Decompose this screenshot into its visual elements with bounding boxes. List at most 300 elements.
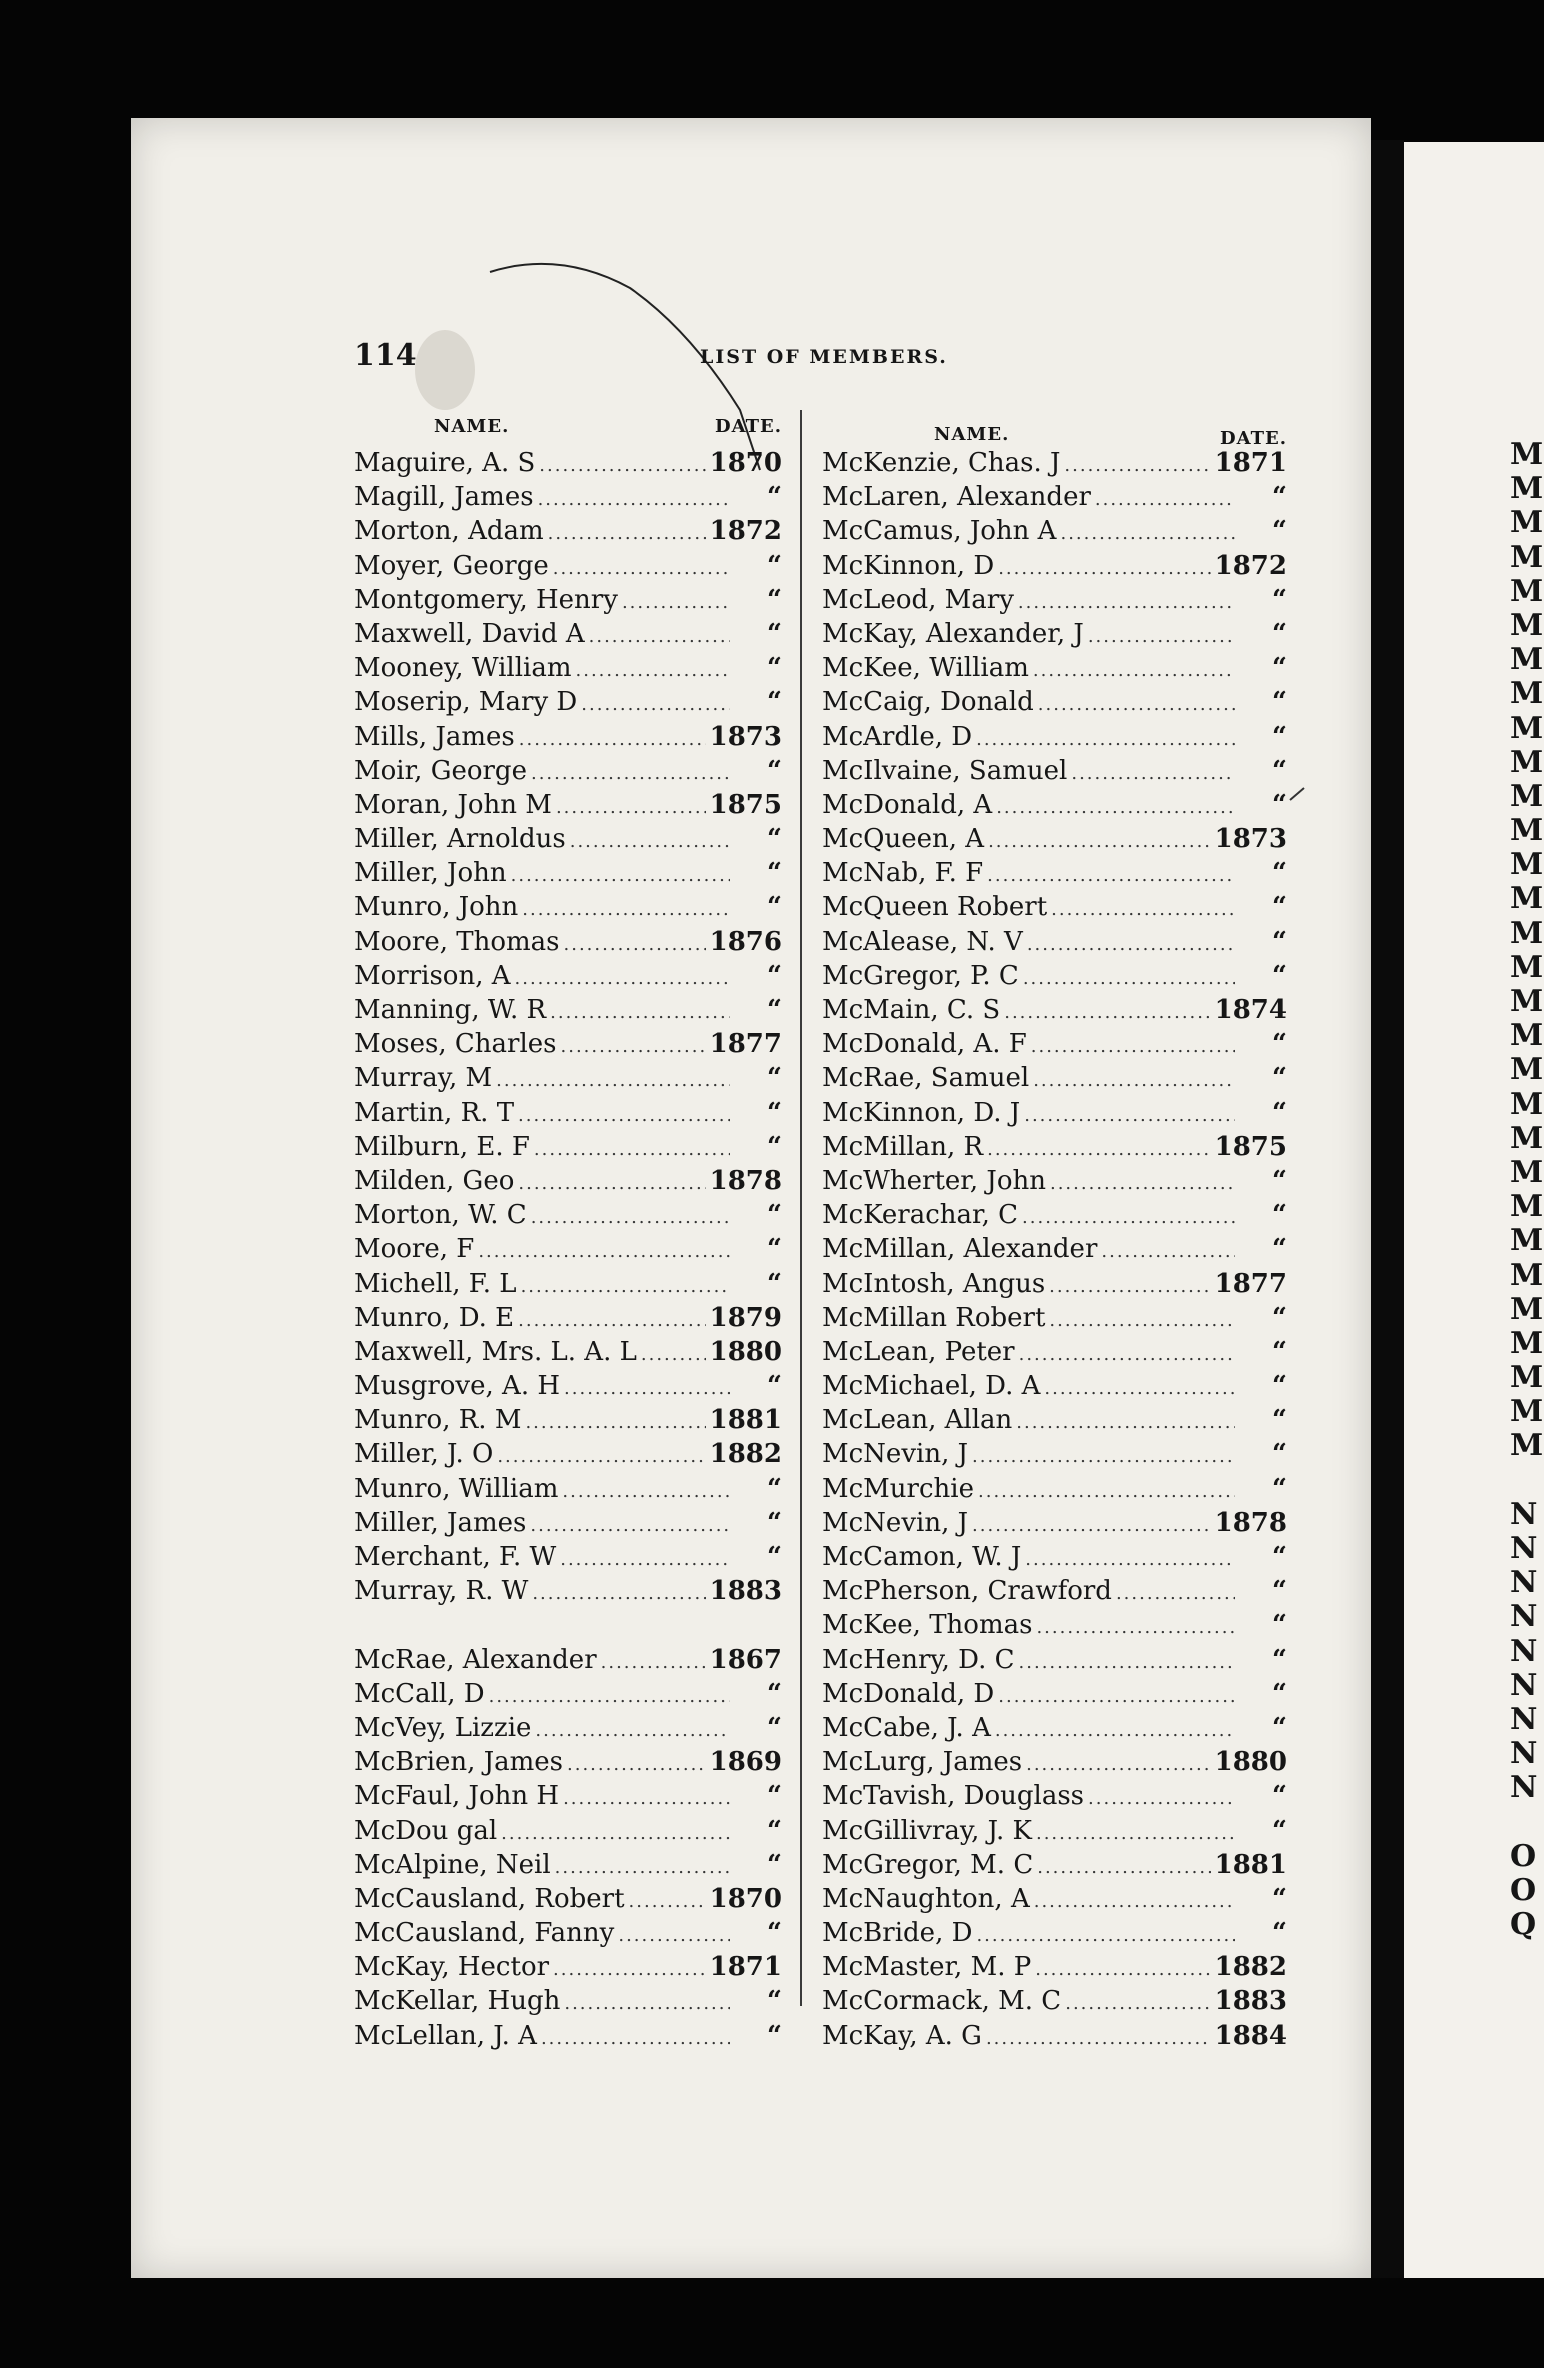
member-name: McRae, Samuel <box>822 1063 1030 1094</box>
edge-letter: O <box>1510 1872 1537 1908</box>
member-date: 1877 <box>709 1029 782 1060</box>
leader-dots <box>1016 1406 1235 1440</box>
member-row <box>354 1472 782 1506</box>
member-date: “ <box>1272 1371 1287 1402</box>
member-date: “ <box>1272 1063 1287 1094</box>
member-name: Martin, R. T <box>354 1097 515 1128</box>
member-row <box>822 1301 1287 1335</box>
member-date: “ <box>767 482 782 513</box>
member-date: “ <box>767 995 782 1025</box>
member-date: “ <box>767 1268 782 1299</box>
leader-dots <box>998 1680 1235 1714</box>
member-row <box>354 925 782 959</box>
column-divider <box>800 410 802 2006</box>
leader-dots <box>519 723 706 757</box>
leader-dots <box>1019 1646 1235 1680</box>
member-name: McHenry, D. C <box>822 1644 1015 1675</box>
member-date: “ <box>767 1712 782 1743</box>
leader-dots <box>1026 1748 1211 1782</box>
member-date: “ <box>1272 1336 1287 1367</box>
member-name: McDonald, A. F <box>822 1029 1027 1060</box>
leader-dots <box>538 483 730 517</box>
member-date: 1874 <box>1214 995 1287 1025</box>
member-date: 1871 <box>1214 448 1287 478</box>
leader-dots <box>641 1338 706 1372</box>
member-name: McLean, Allan <box>822 1405 1013 1436</box>
member-name: McQueen Robert <box>822 892 1048 923</box>
edge-letter: N <box>1510 1667 1538 1703</box>
leader-dots <box>987 1133 1211 1167</box>
page-header <box>0 338 1544 378</box>
leader-dots <box>1037 1851 1210 1885</box>
member-date: “ <box>767 1542 782 1572</box>
member-row <box>354 1643 782 1677</box>
leader-dots <box>515 962 731 996</box>
leader-dots <box>553 1953 706 1987</box>
leader-dots <box>530 1509 730 1543</box>
member-row <box>354 1301 782 1335</box>
member-row <box>822 446 1287 480</box>
member-name: McTavish, Douglass <box>822 1781 1085 1812</box>
edge-letter <box>1510 1464 1544 1498</box>
member-date: “ <box>767 1234 782 1265</box>
leader-dots <box>478 1235 730 1269</box>
leader-dots <box>629 1885 706 1919</box>
member-name: Munro, William <box>354 1473 559 1504</box>
member-date: “ <box>767 1849 782 1880</box>
member-date: “ <box>767 892 782 923</box>
leader-dots <box>560 1543 730 1577</box>
member-name: McNab, F. F <box>822 858 984 889</box>
member-row <box>354 549 782 583</box>
member-date: 1881 <box>709 1405 782 1436</box>
leader-dots <box>556 791 706 825</box>
member-name: McGillivray, J. K <box>822 1815 1032 1846</box>
member-name: McKinnon, D <box>822 550 995 581</box>
member-row <box>822 925 1287 959</box>
member-row <box>822 617 1287 651</box>
member-row <box>822 1061 1287 1095</box>
member-name: McBride, D <box>822 1918 973 1949</box>
name-header: NAME. <box>434 416 510 437</box>
member-row <box>354 1540 782 1574</box>
member-row <box>822 1677 1287 1711</box>
leader-dots <box>564 928 706 962</box>
member-date: “ <box>767 824 782 855</box>
member-date: “ <box>1272 1712 1287 1743</box>
member-name: Montgomery, Henry <box>354 584 618 615</box>
leader-dots <box>1036 1817 1235 1851</box>
member-name: McKellar, Hugh <box>354 1986 561 2017</box>
member-row <box>822 1335 1287 1369</box>
member-name: Murray, R. W <box>354 1576 529 1607</box>
leader-dots <box>535 1714 730 1748</box>
leader-dots <box>563 1782 730 1816</box>
member-date: “ <box>767 687 782 718</box>
member-row <box>822 1540 1287 1574</box>
member-row <box>354 890 782 924</box>
member-row <box>354 1335 782 1369</box>
member-date: “ <box>1272 892 1287 923</box>
member-row <box>354 617 782 651</box>
leader-dots <box>489 1680 730 1714</box>
member-name: McKee, Thomas <box>822 1610 1033 1641</box>
leader-dots <box>1071 757 1235 791</box>
member-row <box>354 1130 782 1164</box>
edge-letter: M <box>1510 1154 1544 1190</box>
leader-dots <box>996 791 1235 825</box>
member-row <box>822 2019 1287 2053</box>
member-row <box>354 1984 782 2018</box>
member-date: “ <box>767 2020 782 2051</box>
leader-dots <box>1049 1304 1235 1338</box>
member-name: McCausland, Fanny <box>354 1918 615 1949</box>
leader-dots <box>534 1133 730 1167</box>
member-name: McMain, C. S <box>822 995 1001 1025</box>
member-date: “ <box>767 1200 782 1231</box>
member-name: Miller, James <box>354 1507 527 1538</box>
member-date: “ <box>767 1063 782 1094</box>
member-date: 1876 <box>709 926 782 957</box>
edge-letter: M <box>1510 1120 1544 1156</box>
member-row <box>822 822 1287 856</box>
edge-letter: M <box>1510 471 1544 507</box>
leader-dots <box>972 1509 1211 1543</box>
member-name: McLaren, Alexander <box>822 482 1091 513</box>
member-row <box>822 1608 1287 1642</box>
member-row <box>354 446 782 480</box>
member-row <box>822 1848 1287 1882</box>
member-name: McDou gal <box>354 1815 498 1846</box>
member-date: “ <box>767 618 782 649</box>
member-date: “ <box>1272 1542 1287 1572</box>
member-name: Maguire, A. S <box>354 448 536 478</box>
member-date: “ <box>1272 960 1287 991</box>
member-date: “ <box>767 960 782 991</box>
member-name: McDonald, A <box>822 789 993 820</box>
edge-letter: M <box>1510 744 1544 780</box>
member-row <box>354 514 782 548</box>
member-name: Morton, W. C <box>354 1200 527 1231</box>
member-row <box>354 685 782 719</box>
leader-dots <box>1064 449 1210 483</box>
leader-dots <box>564 1987 730 2021</box>
member-date: “ <box>1272 1610 1287 1641</box>
member-date: 1875 <box>709 789 782 820</box>
leader-dots <box>976 1919 1235 1953</box>
member-date: 1873 <box>1214 824 1287 855</box>
member-name: McAlease, N. V <box>822 926 1023 957</box>
leader-dots <box>531 1201 730 1235</box>
left-member-list-mc <box>354 1643 782 2053</box>
running-head: LIST OF MEMBERS. <box>700 346 948 368</box>
member-row <box>822 1711 1287 1745</box>
member-row <box>354 788 782 822</box>
leader-dots <box>511 859 730 893</box>
member-name: McNaughton, A <box>822 1883 1030 1914</box>
leader-dots <box>972 1440 1235 1474</box>
leader-dots <box>1024 1099 1235 1133</box>
member-name: Moserip, Mary D <box>354 687 578 718</box>
member-name: Mooney, William <box>354 653 572 684</box>
member-date: “ <box>767 1507 782 1538</box>
leader-dots <box>576 654 730 688</box>
member-name: McCausland, Robert <box>354 1883 625 1914</box>
member-row <box>354 1164 782 1198</box>
member-row <box>822 1745 1287 1779</box>
member-row <box>822 1814 1287 1848</box>
member-name: Moore, F <box>354 1234 475 1265</box>
member-row <box>822 1950 1287 1984</box>
leader-dots <box>618 1919 730 1953</box>
leader-dots <box>539 449 705 483</box>
member-row <box>354 480 782 514</box>
leader-dots <box>553 552 730 586</box>
leader-dots <box>555 1851 730 1885</box>
member-name: McCabe, J. A <box>822 1712 991 1743</box>
member-row <box>354 1267 782 1301</box>
member-date: 1870 <box>709 1883 782 1914</box>
member-date: 1879 <box>709 1302 782 1333</box>
leader-dots <box>548 517 706 551</box>
leader-dots <box>995 1714 1235 1748</box>
member-name: Miller, John <box>354 858 507 889</box>
member-name: Moyer, George <box>354 550 549 581</box>
member-date: “ <box>1272 1200 1287 1231</box>
member-name: Miller, J. O <box>354 1439 494 1470</box>
leader-dots <box>1044 1372 1235 1406</box>
member-date: “ <box>1272 1405 1287 1436</box>
member-row <box>822 583 1287 617</box>
member-row <box>354 651 782 685</box>
member-date: “ <box>767 1473 782 1504</box>
member-date: 1883 <box>709 1576 782 1607</box>
leader-dots <box>564 1372 730 1406</box>
member-name: Murray, M <box>354 1063 493 1094</box>
right-column-header <box>822 416 1287 449</box>
edge-letter: M <box>1510 1052 1544 1088</box>
member-name: McMaster, M. P <box>822 1952 1032 1983</box>
member-row <box>354 754 782 788</box>
member-row <box>822 1643 1287 1677</box>
member-row <box>354 1437 782 1471</box>
edge-letter: M <box>1510 676 1544 712</box>
member-name: McNevin, J <box>822 1507 969 1538</box>
member-date: “ <box>1272 584 1287 615</box>
member-name: McKay, Hector <box>354 1952 550 1983</box>
edge-letter: M <box>1510 984 1544 1019</box>
edge-letter: M <box>1510 1086 1544 1122</box>
member-row <box>822 651 1287 685</box>
leader-dots <box>1060 517 1235 551</box>
edge-letter <box>1510 1806 1544 1840</box>
member-date: “ <box>1272 1029 1287 1060</box>
member-name: McKay, A. G <box>822 2020 982 2051</box>
member-name: McRae, Alexander <box>354 1644 597 1675</box>
member-row <box>822 720 1287 754</box>
member-date: 1867 <box>709 1644 782 1675</box>
member-name: McArdle, D <box>822 721 973 752</box>
member-name: Munro, R. M <box>354 1405 522 1436</box>
member-name: Maxwell, David A <box>354 618 585 649</box>
member-row <box>354 1232 782 1266</box>
member-name: McAlpine, Neil <box>354 1849 551 1880</box>
member-name: Mills, James <box>354 721 515 752</box>
member-name: McMichael, D. A <box>822 1371 1041 1402</box>
member-name: McMurchie <box>822 1473 974 1504</box>
member-date: “ <box>1272 721 1287 752</box>
edge-letter: M <box>1510 1291 1544 1327</box>
member-row <box>354 1061 782 1095</box>
member-date: 1882 <box>1214 1952 1287 1983</box>
edge-letter: N <box>1510 1496 1538 1532</box>
member-date: “ <box>1272 755 1287 786</box>
member-name: Moses, Charles <box>354 1029 557 1060</box>
edge-letter: M <box>1510 1360 1544 1396</box>
edge-letter: N <box>1510 1736 1538 1772</box>
member-row <box>822 959 1287 993</box>
name-header: NAME. <box>934 424 1010 445</box>
edge-letter: M <box>1510 1428 1544 1464</box>
member-name: McLurg, James <box>822 1747 1023 1778</box>
member-name: McIlvaine, Samuel <box>822 755 1068 786</box>
leader-dots <box>1095 483 1235 517</box>
facing-page-letters <box>1510 438 1544 1942</box>
member-name: Morrison, A <box>354 960 511 991</box>
member-name: McGregor, P. C <box>822 960 1019 991</box>
member-date: “ <box>767 1678 782 1709</box>
left-column <box>354 416 782 2053</box>
member-name: Maxwell, Mrs. L. A. L <box>354 1336 637 1367</box>
edge-letter: M <box>1510 813 1544 849</box>
member-date: “ <box>1272 1781 1287 1812</box>
member-date: 1878 <box>709 1165 782 1196</box>
member-row <box>822 1472 1287 1506</box>
member-row <box>822 1916 1287 1950</box>
member-row <box>822 1130 1287 1164</box>
edge-letter: M <box>1510 1189 1544 1225</box>
member-name: McKinnon, D. J <box>822 1097 1021 1128</box>
member-row <box>822 1369 1287 1403</box>
member-date: “ <box>767 1371 782 1402</box>
member-date: “ <box>1272 789 1287 820</box>
member-date: “ <box>1272 618 1287 649</box>
leader-dots <box>561 1030 706 1064</box>
leader-dots <box>622 586 730 620</box>
edge-letter: M <box>1510 642 1544 678</box>
leader-dots <box>1034 1885 1235 1919</box>
member-date: 1873 <box>709 721 782 752</box>
member-row <box>822 1984 1287 2018</box>
member-name: McPherson, Crawford <box>822 1576 1112 1607</box>
member-row <box>822 856 1287 890</box>
member-name: Morton, Adam <box>354 516 544 547</box>
leader-dots <box>518 1167 705 1201</box>
member-row <box>822 1164 1287 1198</box>
member-row <box>354 720 782 754</box>
right-member-list <box>822 446 1287 2053</box>
member-name: McVey, Lizzie <box>354 1712 532 1743</box>
member-name: Manning, W. R <box>354 995 547 1025</box>
member-date: “ <box>1272 482 1287 513</box>
member-date: “ <box>1272 858 1287 889</box>
member-date: “ <box>1272 1473 1287 1504</box>
member-row <box>822 788 1287 822</box>
member-date: 1880 <box>709 1336 782 1367</box>
member-row <box>354 1745 782 1779</box>
leader-dots <box>589 620 730 654</box>
member-name: McCormack, M. C <box>822 1986 1062 2017</box>
member-name: McLeod, Mary <box>822 584 1014 615</box>
member-name: McKay, Alexander, J <box>822 618 1084 649</box>
member-date: “ <box>767 1097 782 1128</box>
member-date: “ <box>1272 1815 1287 1846</box>
leader-dots <box>1027 928 1235 962</box>
edge-letter: M <box>1510 505 1544 541</box>
leader-dots <box>518 1304 705 1338</box>
member-row <box>822 1403 1287 1437</box>
member-row <box>354 822 782 856</box>
leader-dots <box>1088 1782 1235 1816</box>
leader-dots <box>496 1064 730 1098</box>
left-column-header <box>354 416 782 446</box>
edge-letter: Q <box>1510 1907 1537 1943</box>
member-row <box>822 1198 1287 1232</box>
member-name: Merchant, F. W <box>354 1542 557 1572</box>
member-date: 1880 <box>1214 1747 1287 1778</box>
leader-dots <box>518 1099 730 1133</box>
member-row <box>354 1027 782 1061</box>
member-date: “ <box>1272 1097 1287 1128</box>
member-row <box>354 1574 782 1608</box>
member-date: “ <box>767 858 782 889</box>
edge-letter: N <box>1510 1770 1538 1806</box>
member-date: “ <box>1272 653 1287 684</box>
leader-dots <box>988 825 1211 859</box>
leader-dots <box>501 1817 730 1851</box>
right-column <box>822 416 1287 2053</box>
member-date: “ <box>1272 1644 1287 1675</box>
member-row <box>822 890 1287 924</box>
member-row <box>354 1403 782 1437</box>
edge-letter: M <box>1510 915 1544 951</box>
leader-dots <box>998 552 1210 586</box>
member-name: McIntosh, Angus <box>822 1268 1046 1299</box>
member-date: “ <box>767 1918 782 1949</box>
member-name: Munro, D. E <box>354 1302 515 1333</box>
member-name: Miller, Arnoldus <box>354 824 566 855</box>
member-name: Milden, Geo <box>354 1165 515 1196</box>
member-name: McDonald, D <box>822 1678 995 1709</box>
leader-dots <box>1023 962 1235 996</box>
edge-letter: M <box>1510 847 1544 883</box>
leader-dots <box>1116 1577 1235 1611</box>
edge-letter: M <box>1510 1325 1544 1361</box>
member-row <box>822 1882 1287 1916</box>
member-name: Moore, Thomas <box>354 926 560 957</box>
member-name: McNevin, J <box>822 1439 969 1470</box>
member-date: 1872 <box>709 516 782 547</box>
leader-dots <box>978 1475 1235 1509</box>
leader-dots <box>976 723 1235 757</box>
member-date: “ <box>1272 926 1287 957</box>
leader-dots <box>562 1475 730 1509</box>
member-row <box>354 1814 782 1848</box>
member-date: 1877 <box>1214 1268 1287 1299</box>
member-row <box>354 1848 782 1882</box>
member-date: “ <box>767 550 782 581</box>
member-name: Moir, George <box>354 755 527 786</box>
